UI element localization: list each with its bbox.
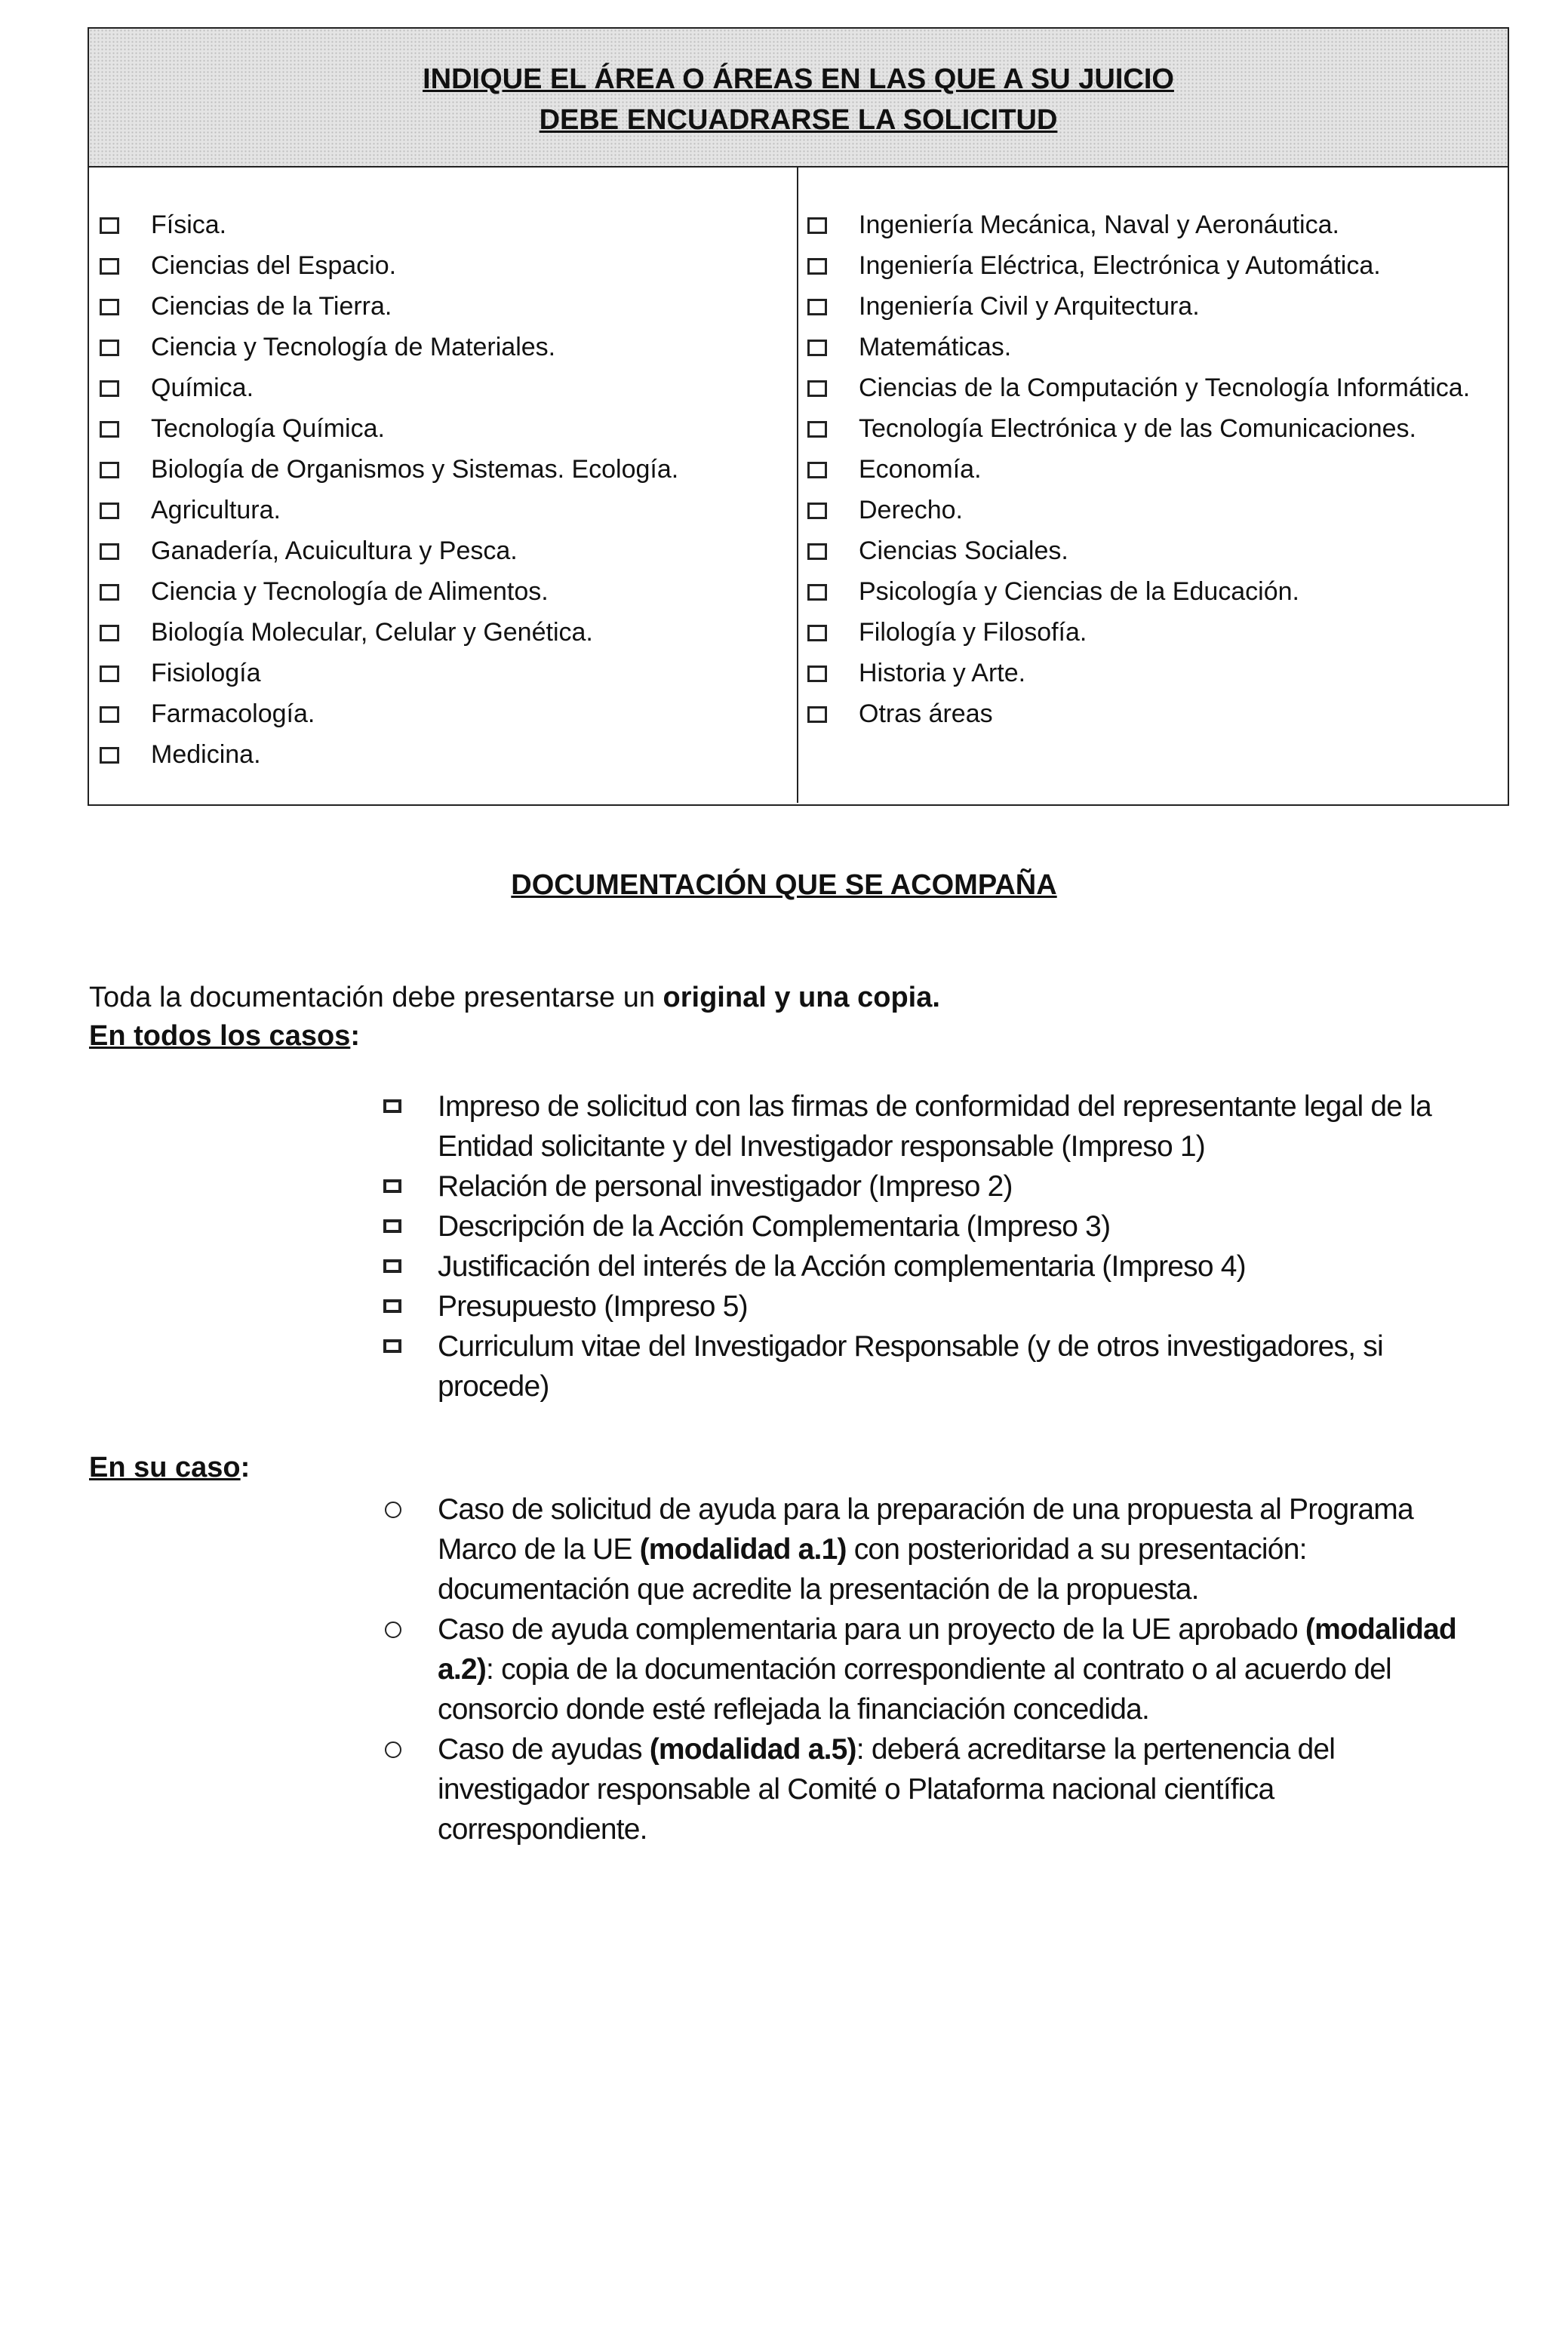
area-option bbox=[100, 210, 797, 241]
documentation-title: DOCUMENTACIÓN QUE SE ACOMPAÑA bbox=[511, 869, 1057, 901]
area-option bbox=[100, 332, 797, 363]
area-checkbox[interactable] bbox=[100, 666, 119, 682]
area-option bbox=[100, 699, 797, 730]
intro-bold-text: original y una copia. bbox=[663, 982, 940, 1013]
area-label: Ingeniería Civil y Arquitectura. bbox=[859, 292, 1200, 321]
optional-document-text-pre: Caso de solicitud de ayuda para la preparación de una propuesta al Programa Marco de la UE bbox=[438, 1493, 1413, 1566]
all-cases-heading bbox=[89, 1020, 360, 1053]
circle-bullet-icon bbox=[385, 1502, 401, 1518]
area-checkbox[interactable] bbox=[807, 340, 827, 356]
area-checkbox[interactable] bbox=[807, 543, 827, 560]
all-cases-list bbox=[383, 1087, 1485, 1406]
required-document-text: Impreso de solicitud con las firmas de conformidad del representante legal de la Entidad solicitante y del Investigador responsable (Impreso 1) bbox=[438, 1090, 1431, 1163]
areas-header-line2: DEBE ENCUADRARSE LA SOLICITUD bbox=[539, 104, 1058, 136]
area-option bbox=[807, 658, 1508, 689]
area-option bbox=[100, 373, 797, 404]
area-label: Fisiología bbox=[151, 659, 261, 687]
area-option bbox=[100, 739, 797, 770]
checkbox-bullet-icon bbox=[383, 1219, 401, 1233]
area-option bbox=[100, 413, 797, 444]
area-label: Química. bbox=[151, 373, 254, 402]
required-document-item bbox=[383, 1167, 1485, 1207]
area-label: Ciencias de la Computación y Tecnología Informática. bbox=[859, 373, 1471, 402]
area-option bbox=[100, 576, 797, 607]
area-option bbox=[100, 251, 797, 281]
optional-document-text-post: con posterioridad a su presentación: documentación que acredite la presentación de la propuesta. bbox=[438, 1533, 1307, 1606]
area-checkbox[interactable] bbox=[100, 299, 119, 315]
area-label: Medicina. bbox=[151, 740, 261, 769]
area-label: Farmacología. bbox=[151, 699, 315, 728]
area-label: Derecho. bbox=[859, 496, 963, 524]
optional-document-text-pre: Caso de ayuda complementaria para un proyecto de la UE aprobado bbox=[438, 1613, 1305, 1646]
area-checkbox[interactable] bbox=[100, 421, 119, 438]
area-option bbox=[807, 332, 1508, 363]
area-option bbox=[100, 617, 797, 648]
area-label: Tecnología Electrónica y de las Comunicaciones. bbox=[859, 414, 1416, 443]
optional-document-text-post: : deberá acreditarse la pertenencia del investigador responsable al Comité o Plataforma nacional científica correspondiente. bbox=[438, 1733, 1336, 1846]
area-checkbox[interactable] bbox=[807, 380, 827, 397]
area-checkbox[interactable] bbox=[807, 421, 827, 438]
area-label: Física. bbox=[151, 211, 227, 239]
required-document-item bbox=[383, 1207, 1485, 1246]
optional-document-text-bold: (modalidad a.2) bbox=[438, 1613, 1456, 1686]
area-label: Ciencias del Espacio. bbox=[151, 251, 397, 280]
optional-document-text-pre: Caso de ayudas bbox=[438, 1733, 650, 1766]
areas-header bbox=[89, 29, 1508, 168]
area-checkbox[interactable] bbox=[807, 706, 827, 723]
all-cases-label: En todos los casos bbox=[89, 1020, 351, 1052]
checkbox-bullet-icon bbox=[383, 1179, 401, 1193]
areas-right-column bbox=[798, 168, 1508, 803]
optional-document-text-bold: (modalidad a.5) bbox=[649, 1733, 856, 1766]
area-checkbox[interactable] bbox=[100, 584, 119, 601]
required-document-text: Presupuesto (Impreso 5) bbox=[438, 1290, 748, 1323]
checkbox-bullet-icon bbox=[383, 1299, 401, 1313]
area-checkbox[interactable] bbox=[100, 706, 119, 723]
area-checkbox[interactable] bbox=[100, 543, 119, 560]
optional-document-text bbox=[438, 1609, 1485, 1729]
circle-bullet-icon bbox=[385, 1741, 401, 1758]
area-label: Historia y Arte. bbox=[859, 659, 1026, 687]
area-label: Matemáticas. bbox=[859, 333, 1012, 361]
area-label: Filología y Filosofía. bbox=[859, 618, 1087, 647]
required-document-item bbox=[383, 1246, 1485, 1286]
area-checkbox[interactable] bbox=[807, 584, 827, 601]
optional-document-text bbox=[438, 1729, 1485, 1849]
area-option bbox=[807, 454, 1508, 485]
optional-cases-list bbox=[383, 1489, 1485, 1849]
area-label: Ciencia y Tecnología de Materiales. bbox=[151, 333, 556, 361]
area-option bbox=[807, 291, 1508, 322]
required-document-text: Justificación del interés de la Acción complementaria (Impreso 4) bbox=[438, 1250, 1246, 1283]
area-label: Ingeniería Eléctrica, Electrónica y Automática. bbox=[859, 251, 1381, 280]
area-checkbox[interactable] bbox=[100, 380, 119, 397]
area-option bbox=[100, 495, 797, 526]
area-option bbox=[807, 210, 1508, 241]
area-option bbox=[100, 658, 797, 689]
optional-document-text-bold: (modalidad a.1) bbox=[639, 1533, 847, 1566]
areas-selection-box bbox=[88, 27, 1509, 806]
area-checkbox[interactable] bbox=[807, 625, 827, 641]
area-option bbox=[100, 536, 797, 567]
area-label: Ciencias de la Tierra. bbox=[151, 292, 392, 321]
optional-document-item bbox=[383, 1609, 1485, 1729]
area-option bbox=[807, 536, 1508, 567]
area-option bbox=[100, 454, 797, 485]
required-document-text: Relación de personal investigador (Impreso 2) bbox=[438, 1170, 1013, 1203]
area-checkbox[interactable] bbox=[100, 503, 119, 519]
area-label: Ciencia y Tecnología de Alimentos. bbox=[151, 577, 549, 606]
area-option bbox=[100, 291, 797, 322]
areas-left-column bbox=[89, 168, 798, 803]
area-label: Otras áreas bbox=[859, 699, 993, 728]
area-checkbox[interactable] bbox=[100, 747, 119, 764]
area-option bbox=[807, 617, 1508, 648]
area-label: Agricultura. bbox=[151, 496, 281, 524]
area-checkbox[interactable] bbox=[807, 217, 827, 234]
checkbox-bullet-icon bbox=[383, 1259, 401, 1273]
area-checkbox[interactable] bbox=[807, 462, 827, 478]
area-option bbox=[807, 373, 1508, 404]
area-checkbox[interactable] bbox=[807, 299, 827, 315]
required-document-text: Curriculum vitae del Investigador Responsable (y de otros investigadores, si procede) bbox=[438, 1330, 1383, 1403]
area-checkbox[interactable] bbox=[807, 258, 827, 275]
optional-cases-label: En su caso bbox=[89, 1452, 241, 1483]
area-label: Economía. bbox=[859, 455, 982, 484]
intro-text: Toda la documentación debe presentarse un bbox=[89, 982, 663, 1013]
area-option bbox=[807, 251, 1508, 281]
area-label: Psicología y Ciencias de la Educación. bbox=[859, 577, 1299, 606]
area-checkbox[interactable] bbox=[807, 503, 827, 519]
area-option bbox=[807, 699, 1508, 730]
areas-header-line1: INDIQUE EL ÁREA O ÁREAS EN LAS QUE A SU JUICIO bbox=[423, 63, 1174, 95]
all-cases-colon: : bbox=[350, 1020, 360, 1052]
required-document-item bbox=[383, 1326, 1485, 1406]
documentation-intro bbox=[89, 981, 940, 1014]
area-label: Tecnología Química. bbox=[151, 414, 385, 443]
checkbox-bullet-icon bbox=[383, 1099, 401, 1113]
optional-document-text bbox=[438, 1489, 1485, 1609]
required-document-text: Descripción de la Acción Complementaria (Impreso 3) bbox=[438, 1210, 1111, 1243]
area-checkbox[interactable] bbox=[100, 217, 119, 234]
optional-document-item bbox=[383, 1729, 1485, 1849]
area-label: Ciencias Sociales. bbox=[859, 536, 1068, 565]
optional-cases-heading bbox=[89, 1452, 250, 1484]
area-checkbox[interactable] bbox=[100, 340, 119, 356]
area-checkbox[interactable] bbox=[100, 258, 119, 275]
area-option bbox=[807, 413, 1508, 444]
optional-document-text-post: : copia de la documentación correspondiente al contrato o al acuerdo del consorcio donde esté reflejada la financiación concedida. bbox=[438, 1653, 1391, 1726]
area-option bbox=[807, 576, 1508, 607]
area-label: Biología Molecular, Celular y Genética. bbox=[151, 618, 593, 647]
areas-columns bbox=[89, 168, 1508, 803]
required-document-item bbox=[383, 1087, 1485, 1167]
area-option bbox=[807, 495, 1508, 526]
area-label: Biología de Organismos y Sistemas. Ecología. bbox=[151, 455, 679, 484]
area-checkbox[interactable] bbox=[807, 666, 827, 682]
required-document-item bbox=[383, 1286, 1485, 1326]
checkbox-bullet-icon bbox=[383, 1339, 401, 1353]
optional-cases-colon: : bbox=[240, 1452, 251, 1483]
circle-bullet-icon bbox=[385, 1622, 401, 1638]
area-label: Ingeniería Mecánica, Naval y Aeronáutica. bbox=[859, 211, 1339, 239]
optional-document-item bbox=[383, 1489, 1485, 1609]
area-checkbox[interactable] bbox=[100, 625, 119, 641]
area-label: Ganadería, Acuicultura y Pesca. bbox=[151, 536, 518, 565]
area-checkbox[interactable] bbox=[100, 462, 119, 478]
